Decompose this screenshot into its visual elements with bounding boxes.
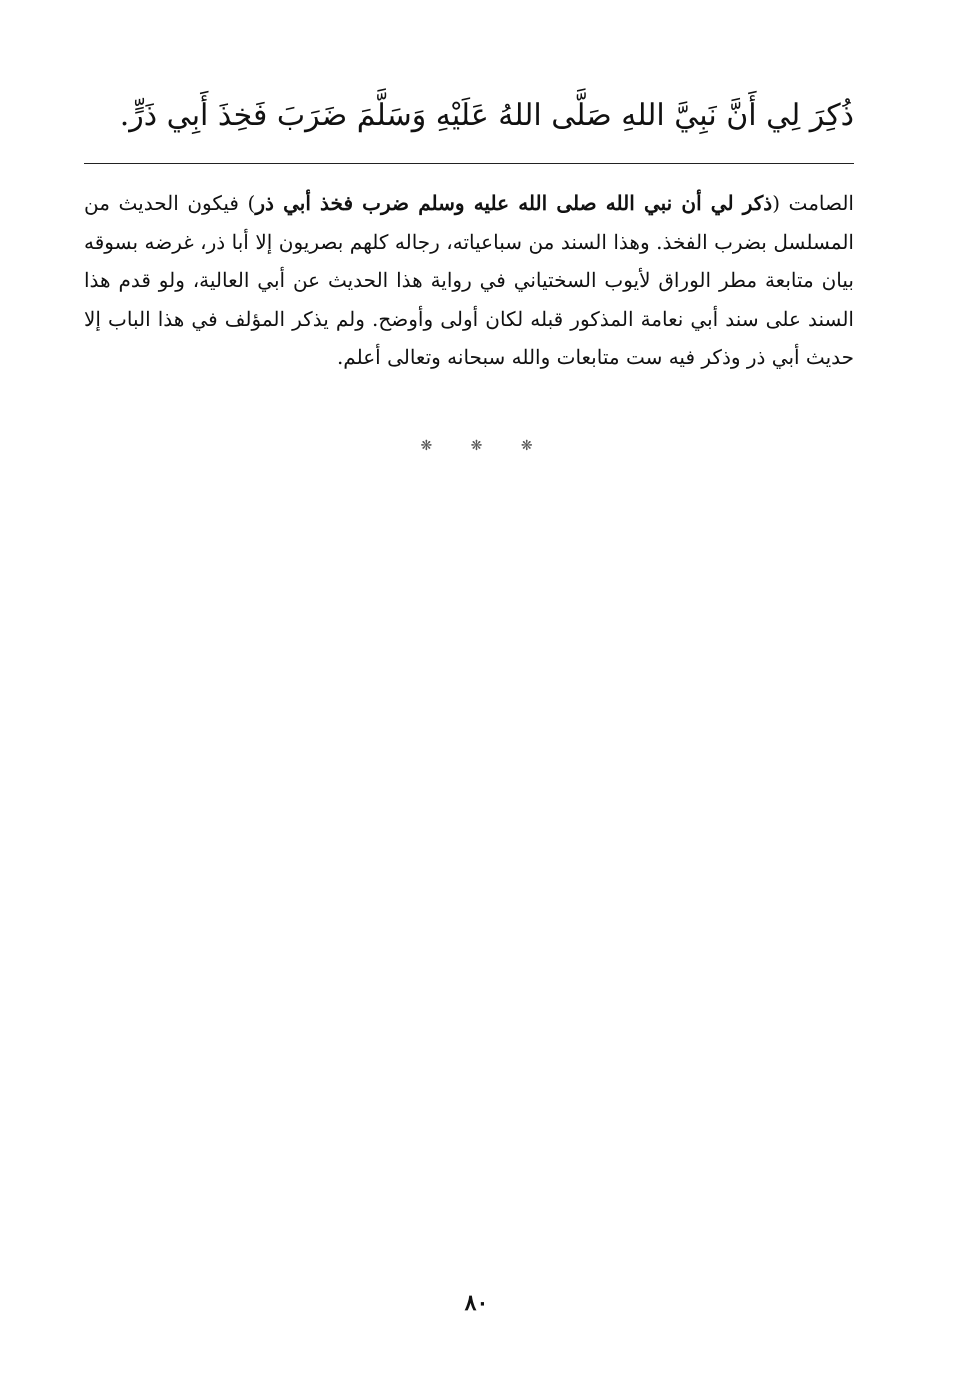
commentary-part-2: ) فيكون الحديث من المسلسل بضرب الفخذ. وهذا السند من سباعياته، رجاله كلهم بصريون إلا أبا ذر، غرضه بسوقه بيان متابعة مطر الوراق لأيوب السختياني في رواية هذا الحديث عن أبي العالية، ولو قدم هذا السند على سند أبي نعامة المذكور قبله لكان أولى وأوضح. ولم يذكر المؤلف في هذا الباب إلا حديث أبي ذر وذكر فيه ست متابعات والله سبحانه وتعالى أعلم. xyxy=(84,191,854,369)
commentary-paragraph xyxy=(84,184,854,377)
footnote-divider xyxy=(84,163,854,164)
separator-star-icon: ❋ xyxy=(420,438,433,454)
separator-star-icon: ❋ xyxy=(520,438,533,454)
page-number: ٨٠ xyxy=(464,1290,489,1316)
separator-star-icon: ❋ xyxy=(470,438,483,454)
hadith-text: ذُكِرَ لِي أَنَّ نَبِيَّ اللهِ صَلَّى اللهُ عَلَيْهِ وَسَلَّمَ ضَرَبَ فَخِذَ أَبِي ذَرٍّ. xyxy=(119,98,854,133)
commentary-part-1: الصامت ( xyxy=(772,191,854,215)
commentary-quoted-hadith: ذكر لي أن نبي الله صلى الله عليه وسلم ضرب فخذ أبي ذر xyxy=(255,191,773,215)
section-separator xyxy=(0,438,953,454)
